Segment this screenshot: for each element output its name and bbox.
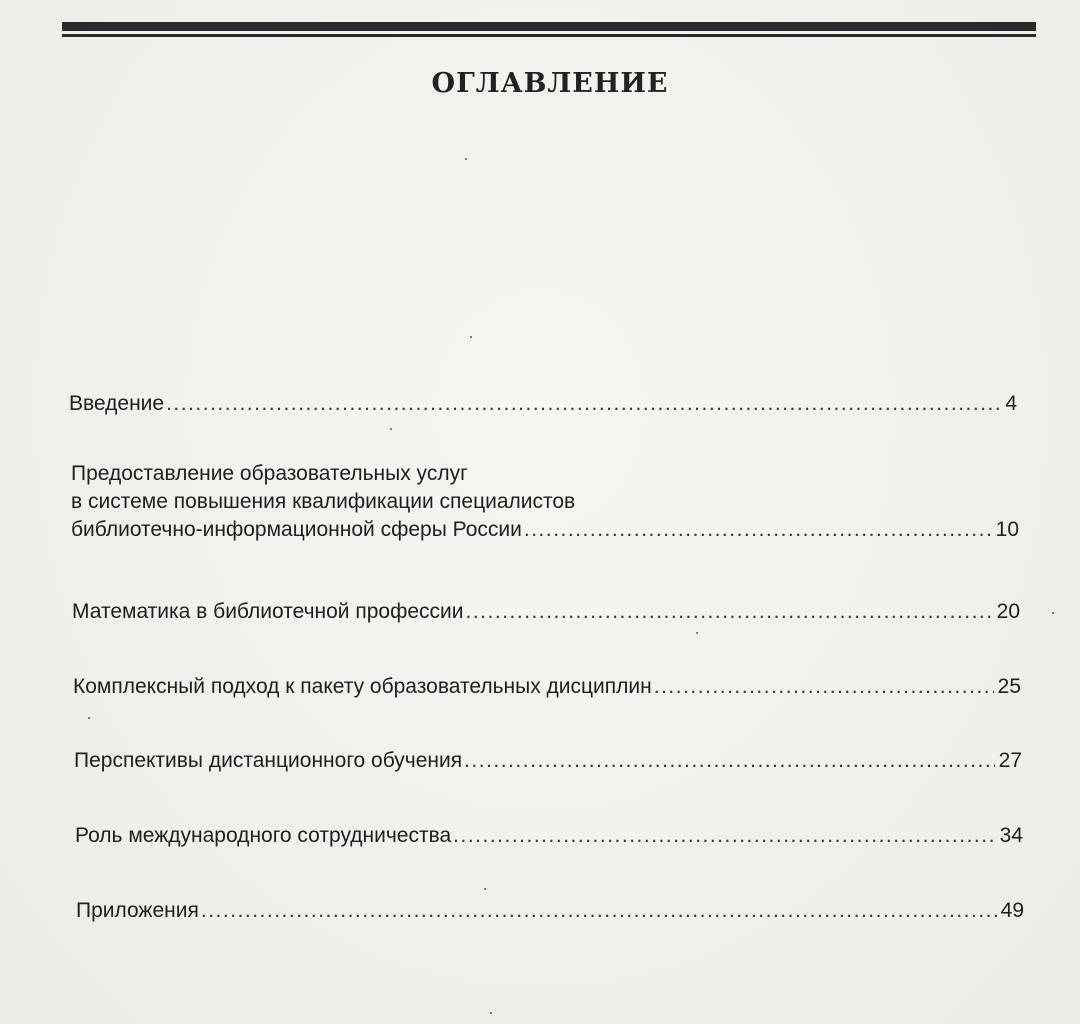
dot-leader bbox=[654, 673, 994, 701]
dot-leader bbox=[524, 516, 992, 544]
scan-speck bbox=[390, 428, 392, 430]
toc-entry-title: Роль международного сотрудничества bbox=[75, 824, 452, 847]
scan-speck bbox=[470, 336, 472, 338]
scan-speck bbox=[88, 717, 90, 719]
toc-entry-title-line: Предоставление образовательных услуг bbox=[71, 462, 468, 485]
toc-entry-mathematics bbox=[72, 598, 1020, 626]
toc-entry-title: библиотечно-информационной сферы России bbox=[71, 518, 522, 541]
toc-entry-title: Перспективы дистанционного обучения bbox=[74, 749, 463, 772]
scan-speck bbox=[484, 888, 486, 890]
scan-speck bbox=[1052, 612, 1054, 614]
toc-page-number: 25 bbox=[997, 675, 1021, 698]
toc-entry-educational-services bbox=[71, 460, 1019, 544]
toc-entry-complex-approach bbox=[73, 673, 1021, 701]
dot-leader bbox=[166, 390, 1001, 418]
page-title: ОГЛАВЛЕНИЕ bbox=[431, 68, 669, 99]
dot-leader bbox=[201, 897, 997, 925]
toc-entry-title: Комплексный подход к пакету образовательных дисциплин bbox=[73, 675, 652, 698]
dot-leader bbox=[453, 822, 995, 850]
toc-entry-title: Приложения bbox=[76, 899, 199, 922]
scan-speck bbox=[465, 158, 467, 160]
toc-entry-title-line: в системе повышения квалификации специалистов bbox=[71, 490, 576, 513]
toc-page-number: 34 bbox=[999, 824, 1023, 847]
scan-speck bbox=[696, 632, 698, 634]
toc-entry-title: Математика в библиотечной профессии bbox=[72, 600, 464, 623]
toc-entry-distance-learning bbox=[74, 747, 1022, 775]
toc-page-number: 49 bbox=[1000, 899, 1024, 922]
scan-speck bbox=[490, 1012, 492, 1014]
toc-page-number: 20 bbox=[996, 600, 1020, 623]
toc-entry-appendices bbox=[76, 897, 1024, 925]
toc-page-number: 27 bbox=[998, 749, 1022, 772]
toc-page-number: 4 bbox=[1005, 392, 1017, 415]
dot-leader bbox=[464, 747, 995, 775]
toc-page-number: 10 bbox=[995, 518, 1019, 541]
toc-entry-international-cooperation bbox=[75, 822, 1023, 850]
dot-leader bbox=[466, 598, 993, 626]
toc-entry-introduction bbox=[69, 390, 1017, 418]
toc-entry-title: Введение bbox=[69, 392, 165, 415]
